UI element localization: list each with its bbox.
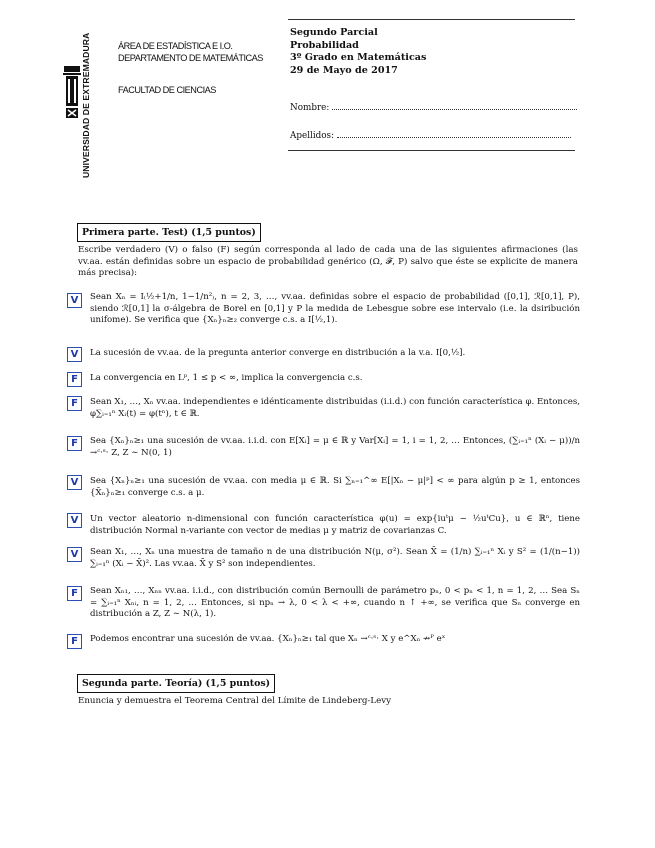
exam-subject: Probabilidad (290, 39, 359, 51)
question-text: Sean Xₙ = I₍½+1/n, 1−1/n²₎, n = 2, 3, …, vv.aa. definidas sobre el espacio de probabilidad ([0,1], ℛ[0,1], P), siendo ℛ[0,1] la σ-álgebra de Borel en [0,1] y P la medida de Lebesgue sobre ese intervalo (i.e. la dsiribución unifome). Se verifica que {Xₙ}ₙ≥₂ converge c.s. a I[½,1). (90, 292, 580, 326)
answer-box[interactable]: V (67, 547, 82, 562)
department-block (118, 40, 263, 64)
exam-title: Segundo Parcial (290, 27, 378, 38)
exam-info (290, 27, 426, 77)
answer-box[interactable]: F (67, 396, 82, 411)
answer-box[interactable]: V (67, 293, 82, 308)
answer-box[interactable]: V (67, 347, 82, 362)
part1-heading: Primera parte. Test) (1,5 puntos) (77, 223, 261, 242)
question-text: Un vector aleatorio n-dimensional con función característica φ(u) = exp{iuᵗμ − ½uᵗCu}, u ∈ ℝⁿ, tiene distribución Normal n-variante con vector de medias μ y matriz de covarianzas C. (90, 514, 580, 536)
part2-prompt: Enuncia y demuestra el Teorema Central del Límite de Lindeberg-Levy (78, 696, 392, 706)
name-blank[interactable] (332, 101, 577, 110)
exam-date: 29 de Mayo de 2017 (290, 64, 398, 76)
answer-box[interactable]: F (67, 372, 82, 387)
department-line: DEPARTAMENTO DE MATEMÁTICAS (118, 53, 263, 63)
name-field[interactable] (290, 101, 577, 113)
answer-box[interactable]: F (67, 436, 82, 451)
part2-heading: Segunda parte. Teoría) (1,5 puntos) (77, 674, 275, 693)
question-text: La convergencia en Lᵖ, 1 ≤ p < ∞, implica la convergencia c.s. (90, 373, 363, 383)
surname-field[interactable] (290, 129, 571, 141)
answer-box[interactable]: V (67, 475, 82, 490)
surname-blank[interactable] (337, 129, 571, 138)
area-line: ÁREA DE ESTADÍSTICA E I.O. (118, 41, 233, 51)
university-logo (62, 64, 82, 120)
faculty-name: FACULTAD DE CIENCIAS (118, 85, 216, 95)
name-label: Nombre: (290, 103, 330, 113)
question-text: La sucesión de vv.aa. de la pregunta anterior converge en distribución a la v.a. I[0,½]. (90, 348, 466, 358)
surname-label: Apellidos: (290, 131, 335, 141)
question-text: Podemos encontrar una sucesión de vv.aa. {Xₙ}ₙ≥₁ tal que Xₙ →ᶜ·ˢ· X y e^Xₙ ↛ᴾ eˣ (90, 634, 446, 644)
exam-degree: 3º Grado en Matemáticas (290, 52, 427, 63)
university-name-vertical: UNIVERSIDAD DE EXTREMADURA (81, 32, 91, 178)
question-text: Sea {Xₙ}ₙ≥₁ una sucesión de vv.aa. con media μ ∈ ℝ. Si ∑ₙ₌₁^∞ E[|Xₙ − μ|ᵖ] < ∞ para algún p ≥ 1, entonces {X̄ₙ}ₙ≥₁ converge c.s. a μ. (90, 476, 580, 498)
answer-box[interactable]: V (67, 513, 82, 528)
part1-intro: Escribe verdadero (V) o falso (F) según corresponda al lado de cada una de las siguientes afirmaciones (las vv.aa. están definidas sobre un espacio de probabilidad genérico (Ω, 𝓕, P) salvo que éste se explicite de manera más precisa): (78, 245, 578, 279)
question-text: Sean X₁, …, Xₙ vv.aa. independientes e idénticamente distribuidas (i.i.d.) con función característica φ. Entonces, φ∑ᵢ₌₁ⁿ Xᵢ(t) = φ(tⁿ), t ∈ ℝ. (90, 397, 580, 419)
question-text: Sea {Xₙ}ₙ≥₁ una sucesión de vv.aa. i.i.d. con E[Xᵢ] = μ ∈ ℝ y Var[Xᵢ] = 1, i = 1, 2, … Entonces, (∑ᵢ₌₁ⁿ (Xᵢ − μ))/n →ᶜ·ˢ· Z, Z ∼ N(0, 1) (90, 436, 580, 458)
answer-box[interactable]: F (67, 634, 82, 649)
question-text: Sean Xₙ₁, …, Xₙₙ vv.aa. i.i.d., con distribución común Bernoulli de parámetro pₙ, 0 < pₙ < 1, n = 1, 2, … Sea Sₙ = ∑ᵢ₌₁ⁿ Xₙᵢ, n = 1, 2, … Entonces, si npₙ → λ, 0 < λ < +∞, cuando n ↑ +∞, se verifica que Sₙ converge en distribución a Z, Z ∼ N(λ, 1). (90, 586, 580, 620)
answer-box[interactable]: F (67, 586, 82, 601)
question-text: Sean X₁, …, Xₙ una muestra de tamaño n de una distribución N(μ, σ²). Sean X̄ = (1/n) ∑ᵢ₌₁ⁿ Xᵢ y S² = (1/(n−1)) ∑ᵢ₌₁ⁿ (Xᵢ − X̄)². Las vv.aa. X̄ y S² son independientes. (90, 547, 580, 569)
